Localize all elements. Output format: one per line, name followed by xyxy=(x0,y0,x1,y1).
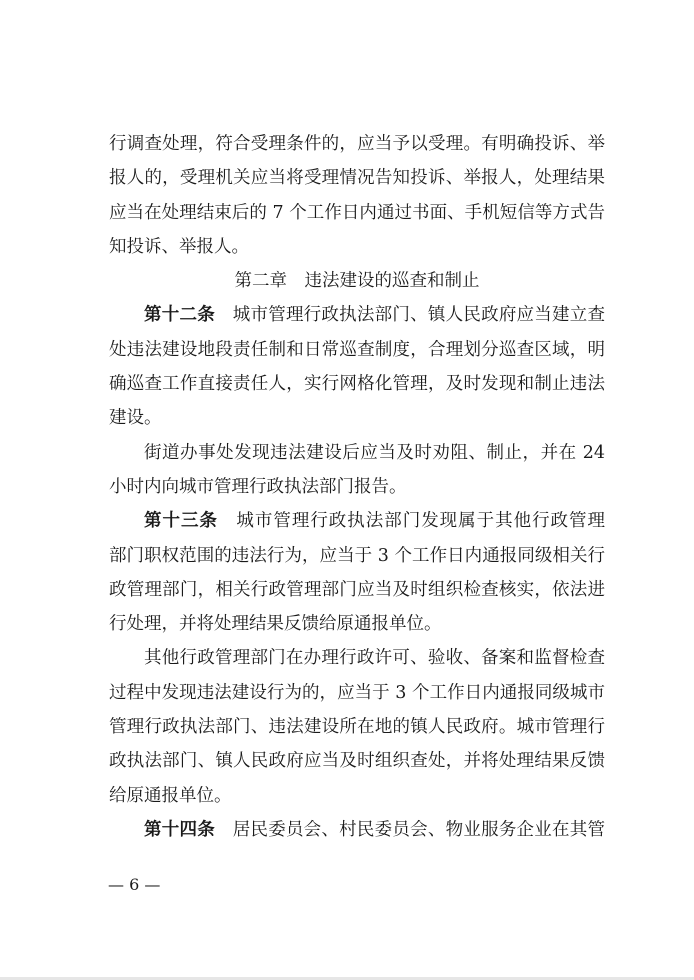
article-first-line xyxy=(109,298,605,332)
text-line: 报人的，受理机关应当将受理情况告知投诉、举报人，处理结果 xyxy=(109,168,605,189)
text-line: 管理行政执法部门、违法建设所在地的镇人民政府。城市管理行 xyxy=(109,717,605,738)
text-line: 部门职权范围的违法行为，应当于 3 个工作日内通报同级相关行 xyxy=(109,545,605,566)
text-line: 建设。 xyxy=(109,408,162,429)
page-number: — 6 — xyxy=(108,875,161,894)
article-text: 城市管理行政执法部门发现属于其他行政管理 xyxy=(236,511,605,532)
text-line: 处违法建设地段责任制和日常巡查制度，合理划分巡查区域，明 xyxy=(109,339,605,360)
text-line: 知投诉、举报人。 xyxy=(109,236,249,257)
article-text: 城市管理行政执法部门、镇人民政府应当建立查 xyxy=(232,305,605,326)
chapter-heading: 第二章 违法建设的巡查和制止 xyxy=(234,271,480,292)
text-line: 确巡查工作直接责任人，实行网格化管理，及时发现和制止违法 xyxy=(109,374,605,395)
text-line: 街道办事处发现违法建设后应当及时劝阻、制止，并在 24 xyxy=(144,442,605,463)
article-first-line xyxy=(109,813,605,847)
article-text: 居民委员会、村民委员会、物业服务企业在其管 xyxy=(232,819,605,840)
text-line: 过程中发现违法建设行为的，应当于 3 个工作日内通报同级城市 xyxy=(109,682,605,703)
article-first-line xyxy=(109,504,605,538)
body-text xyxy=(109,127,605,847)
text-line: 政执法部门、镇人民政府应当及时组织查处，并将处理结果反馈 xyxy=(109,751,605,772)
text-line: 政管理部门，相关行政管理部门应当及时组织检查核实，依法进 xyxy=(109,579,605,600)
text-line: 小时内向城市管理行政执法部门报告。 xyxy=(109,476,407,497)
text-line: 行处理，并将处理结果反馈给原通报单位。 xyxy=(109,614,442,635)
text-line: 其他行政管理部门在办理行政许可、验收、备案和监督检查 xyxy=(144,648,605,669)
text-line: 行调查处理，符合受理条件的，应当予以受理。有明确投诉、举 xyxy=(109,134,605,154)
article-label: 第十二条 xyxy=(144,305,215,326)
article-label: 第十三条 xyxy=(144,511,218,532)
text-line: 应当在处理结束后的 7 个工作日内通过书面、手机短信等方式告 xyxy=(109,202,605,223)
article-label: 第十四条 xyxy=(144,819,215,840)
text-line: 给原通报单位。 xyxy=(109,785,232,806)
